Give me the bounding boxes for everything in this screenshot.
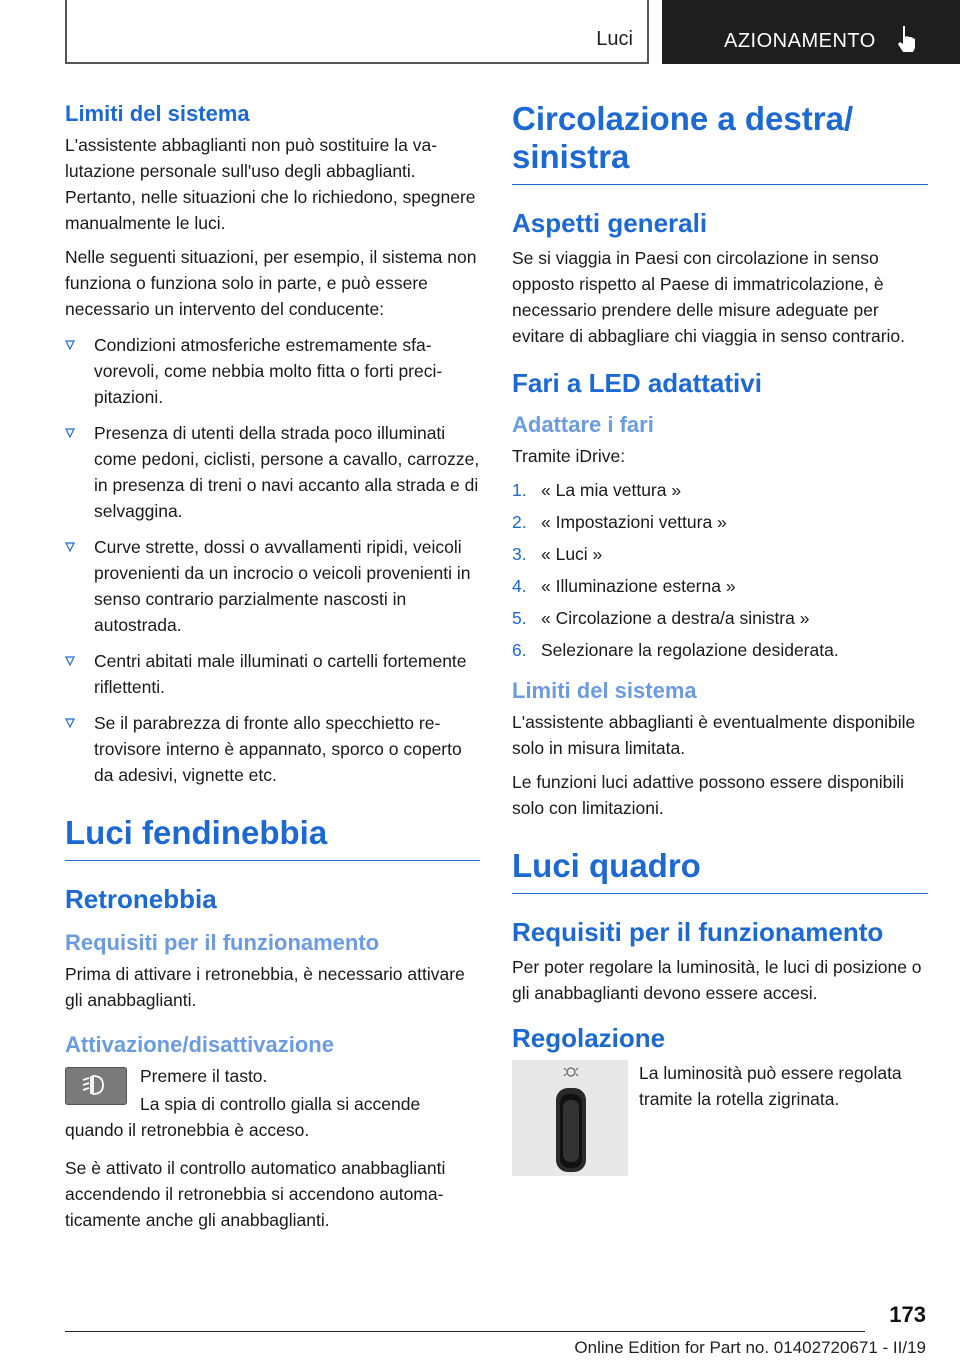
triangle-bullet-icon	[65, 542, 75, 552]
steps-list	[512, 477, 928, 663]
bullet-list	[65, 332, 480, 788]
page-number: 173	[889, 1302, 926, 1327]
paragraph: La spia di controllo gialla si accende quando il retronebbia è acceso.	[65, 1094, 421, 1140]
rear-fog-light-button-image	[65, 1067, 127, 1105]
list-item: 4. « Illuminazione esterna »	[512, 576, 736, 596]
heading-fari-led: Fari a LED adattativi	[512, 368, 762, 398]
paragraph: Nelle seguenti situazioni, per esempio, il sistema non funziona o funziona solo in parte, e può essere necessario un intervento del conducente:	[65, 247, 477, 319]
heading-luci-fendinebbia: Luci fendinebbia	[65, 814, 480, 861]
rear-fog-light-icon	[65, 1067, 127, 1105]
header-section-title: Luci	[596, 28, 633, 50]
heading-regolazione: Regolazione	[512, 1023, 666, 1053]
heading-limiti-sistema-2: Limiti del sistema	[512, 678, 697, 703]
list-item: 2. « Impostazioni vettura »	[512, 512, 727, 532]
list-item: Curve strette, dossi o avvallamenti ripidi, veicoli provenienti da un incrocio o veicoli provenienti in senso contrario parzialmente nascosti in autostrada.	[65, 534, 480, 638]
paragraph: Per poter regolare la luminosità, le luci di posizione o gli anabbaglianti devono essere accesi.	[512, 957, 922, 1003]
header-section-box	[65, 0, 649, 64]
header-chapter-title: AZIONAMENTO	[724, 30, 876, 52]
list-item: 3. « Luci »	[512, 544, 603, 564]
paragraph: Premere il tasto.	[140, 1066, 268, 1086]
paragraph: Prima di attivare i retronebbia, è necessario attivare gli anabbaglianti.	[65, 964, 465, 1010]
list-item: Centri abitati male illuminati o cartelli fortemente riflettenti.	[65, 648, 480, 700]
list-item: Se il parabrezza di fronte allo specchietto retrovisore interno è appannato, sporco o coperto da adesivi, vignette etc.	[65, 710, 480, 788]
list-item: 5. « Circolazione a destra/a sinistra »	[512, 608, 810, 628]
header-chapter-box	[662, 0, 960, 64]
list-item: Condizioni atmosferiche estremamente sfavorevoli, come nebbia molto fitta o forti precipitazioni.	[65, 332, 480, 410]
list-item: 1. « La mia vettura »	[512, 480, 682, 500]
heading-requisiti-2: Requisiti per il funzionamento	[512, 917, 884, 947]
paragraph: Se si viaggia in Paesi con circolazione in senso opposto rispetto al Paese di immatricolazione, è necessario prendere delle misure adeguate per evitare di abbagliare chi viaggia in senso contrario.	[512, 248, 906, 346]
hand-pointer-icon	[895, 24, 919, 54]
heading-attivazione: Attivazione/disattivazione	[65, 1032, 334, 1057]
triangle-bullet-icon	[65, 656, 75, 666]
footer-divider	[65, 1331, 865, 1332]
triangle-bullet-icon	[65, 718, 75, 728]
footer-edition: Online Edition for Part no. 01402720671 - II/19	[574, 1338, 926, 1357]
heading-luci-quadro: Luci quadro	[512, 847, 928, 894]
heading-aspetti-generali: Aspetti generali	[512, 208, 708, 238]
triangle-bullet-icon	[65, 340, 75, 350]
heading-retronebbia: Retronebbia	[65, 884, 217, 914]
list-item: Presenza di utenti della strada poco illuminati come pedoni, ciclisti, persone a cavallo, carrozze, in presenza di treni o navi accanto alla strada e di selvaggina.	[65, 420, 480, 524]
dimmer-row	[512, 1060, 928, 1176]
triangle-bullet-icon	[65, 428, 75, 438]
heading-adattare-fari: Adattare i fari	[512, 412, 654, 437]
paragraph: Le funzioni luci adattive possono essere disponibili solo con limitazioni.	[512, 772, 905, 818]
list-item: 6. Selezionare la regolazione desiderata.	[512, 640, 839, 660]
left-column	[65, 100, 480, 1241]
paragraph: L'assistente abbaglianti è eventualmente disponibile solo in misura limitata.	[512, 712, 916, 758]
thumbwheel-icon	[512, 1060, 628, 1176]
heading-circolazione: Circolazione a destra/ sinistra	[512, 100, 928, 185]
paragraph: L'assistente abbaglianti non può sostituire la valutazione personale sull'uso degli abbaglianti. Pertanto, nelle situazioni che lo richiedono, spegnere manualmente le luci.	[65, 135, 476, 233]
thumbwheel-image	[512, 1060, 628, 1176]
paragraph: Tramite iDrive:	[512, 446, 626, 466]
heading-limiti-sistema: Limiti del sistema	[65, 101, 250, 126]
paragraph: La luminosità può essere regolata tramite la rotella zigrinata.	[639, 1063, 902, 1109]
right-column	[512, 100, 928, 1176]
paragraph: Se è attivato il controllo automatico anabbaglianti accendendo il retronebbia si accendono automaticamente anche gli anabbaglianti.	[65, 1158, 446, 1230]
heading-requisiti: Requisiti per il funzionamento	[65, 930, 380, 955]
